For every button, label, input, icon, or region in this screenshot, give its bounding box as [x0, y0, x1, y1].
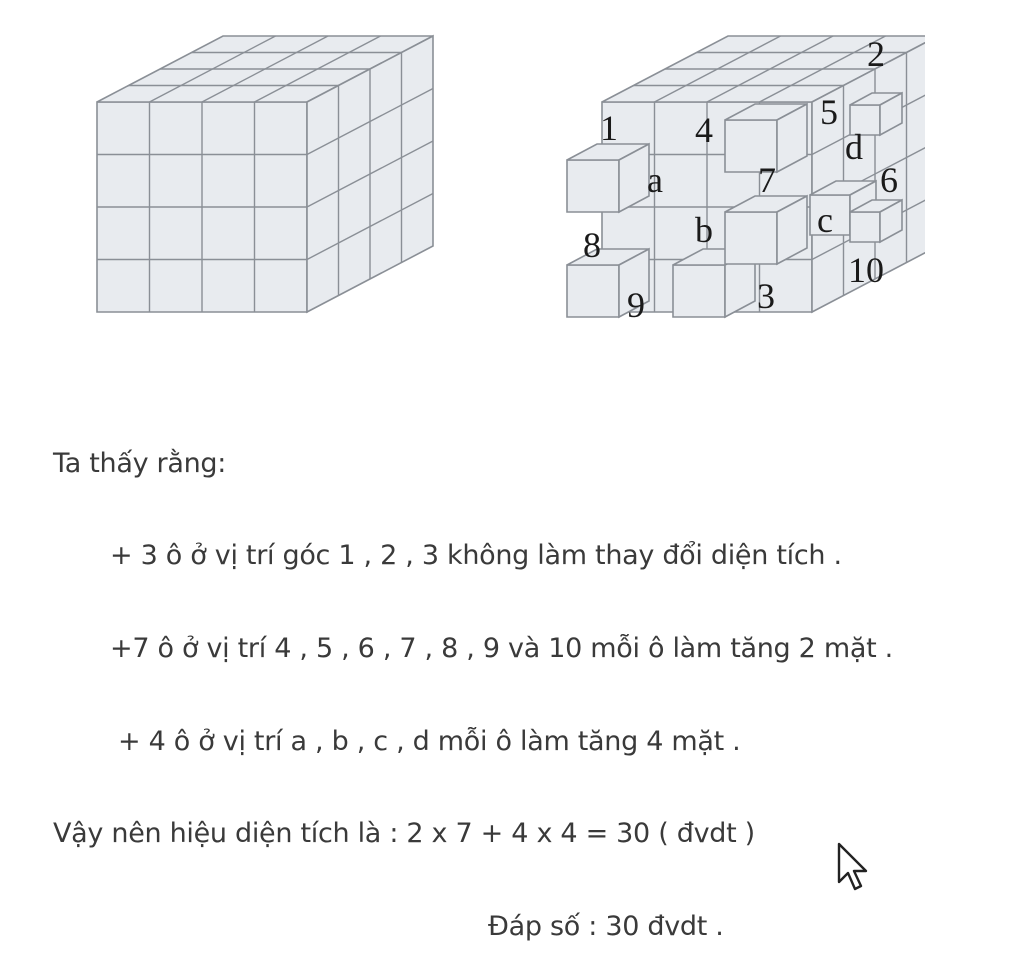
answer-text: Đáp số : 30 đvdt . [488, 911, 724, 942]
cell-front [567, 160, 619, 212]
mouse-cursor-icon [836, 842, 870, 894]
cube-label-1: 1 [600, 108, 618, 148]
cube-label-4: 4 [695, 110, 713, 150]
cube-label-5: 5 [820, 92, 838, 132]
cube-label-b: b [695, 210, 713, 250]
cube-label-c: c [817, 200, 833, 240]
observation-corner-cells: + 3 ô ở vị trí góc 1 , 2 , 3 không làm thay đổi diện tích . [110, 540, 842, 571]
cube-label-d: d [845, 127, 863, 167]
cell-front [567, 265, 619, 317]
cube-label-7: 7 [758, 160, 776, 200]
cube-label-8: 8 [583, 225, 601, 265]
cut-cube-figure [555, 20, 925, 330]
cube-label-2: 2 [867, 34, 885, 74]
cube-label-a: a [647, 160, 663, 200]
cube-label-3: 3 [757, 276, 775, 316]
observation-face-cells: + 4 ô ở vị trí a , b , c , d mỗi ô làm tăng 4 mặt . [118, 726, 741, 757]
cell-front [850, 212, 880, 242]
cell-front [725, 212, 777, 264]
full-cube-figure [80, 20, 450, 330]
cube-label-10: 10 [848, 250, 884, 290]
observation-edge-cells: +7 ô ở vị trí 4 , 5 , 6 , 7 , 8 , 9 và 10 mỗi ô làm tăng 2 mặt . [110, 633, 893, 664]
intro-text: Ta thấy rằng: [53, 448, 227, 479]
full-cube-grid [97, 36, 433, 312]
conclusion-text: Vậy nên hiệu diện tích là : 2 x 7 + 4 x 4 = 30 ( đvdt ) [53, 818, 755, 849]
cube-label-6: 6 [880, 160, 898, 200]
cell-front [673, 265, 725, 317]
cube-label-9: 9 [627, 285, 645, 325]
